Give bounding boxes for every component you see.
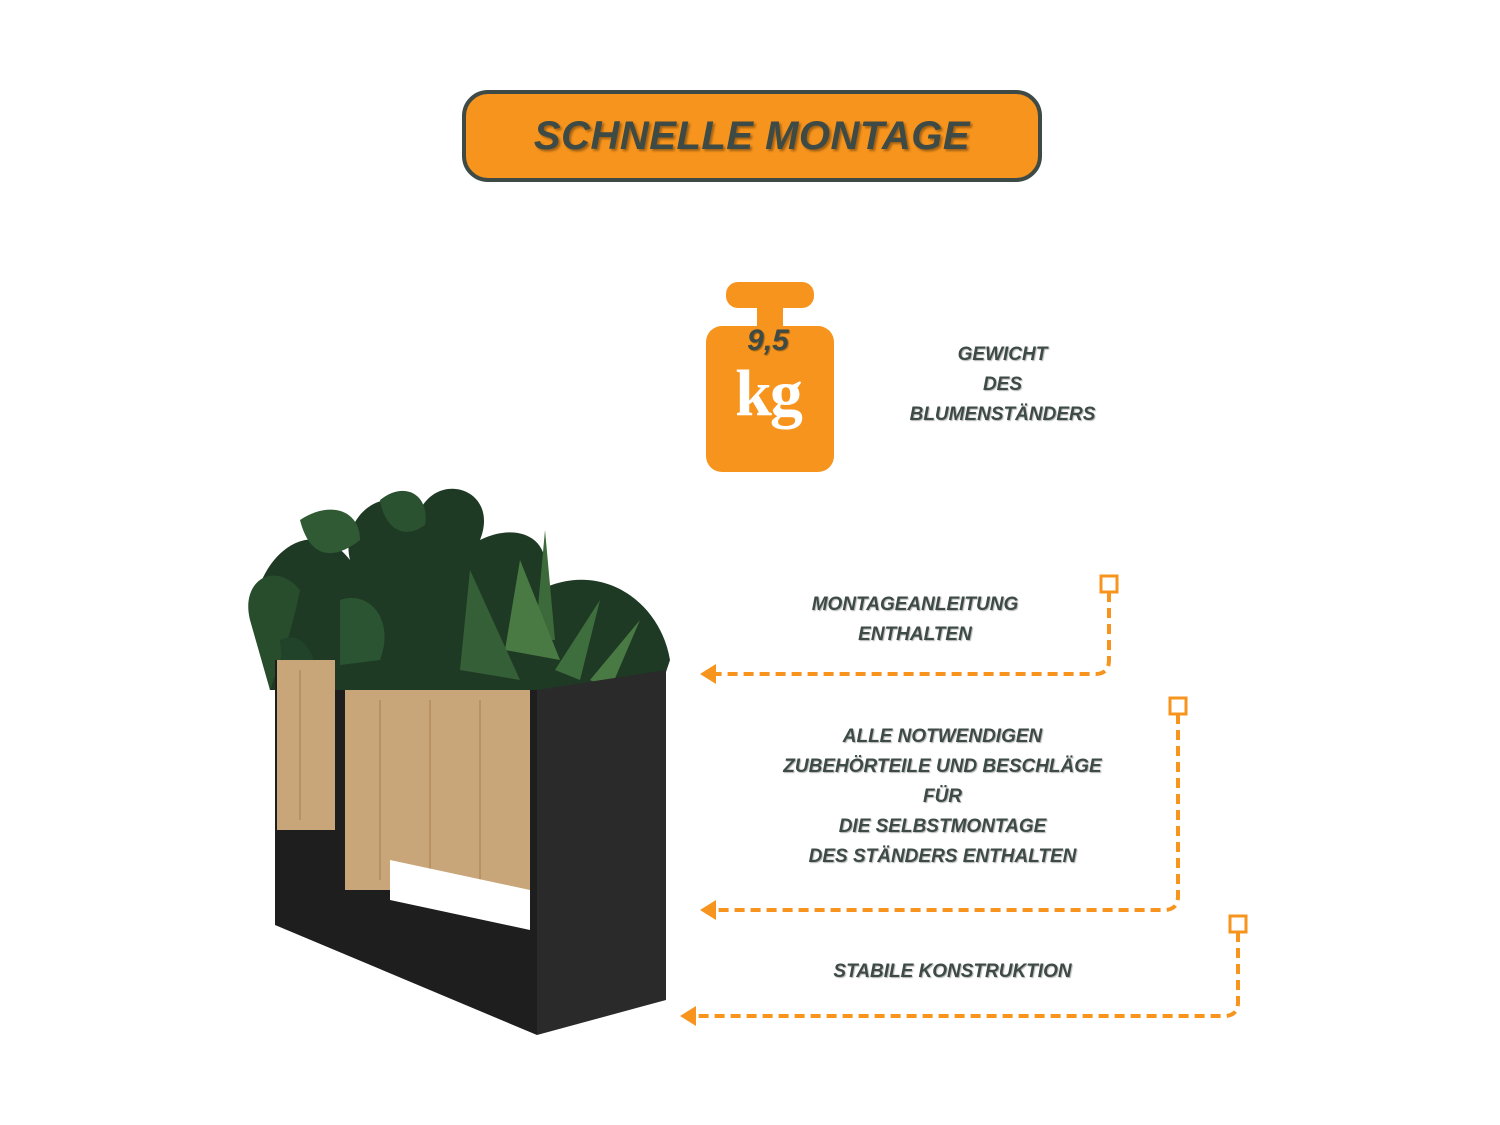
feature-line: ENTHALTEN [858,624,972,645]
connector-1-arrow [700,664,716,684]
weight-caption-line: BLUMENSTÄNDERS [909,404,1096,425]
connector-3-arrow [680,1006,696,1026]
plant-foliage [248,489,670,690]
page-title: SCHNELLE MONTAGE [533,113,971,158]
weight-caption-line: GEWICHT [957,344,1048,365]
weight-unit: kg [735,357,801,430]
feature-line: MONTAGEANLEITUNG [811,594,1019,615]
weight-caption-line: DES [982,374,1023,395]
weight-caption [880,340,1125,430]
feature-line: DES STÄNDERS ENTHALTEN [808,846,1077,867]
connector-2-arrow [700,900,716,920]
feature-line: ALLE NOTWENDIGEN [842,726,1043,747]
plant-stand-image [248,489,670,1035]
feature-instructions [770,590,1060,650]
feature-construction [790,957,1115,987]
feature-line: DIE SELBSTMONTAGE [838,816,1047,837]
feature-line: STABILE KONSTRUKTION [833,961,1072,982]
feature-line: ZUBEHÖRTEILE UND BESCHLÄGE [783,756,1102,777]
feature-hardware [740,722,1145,872]
feature-line: FÜR [922,786,963,807]
weight-value: 9,5 [747,324,789,357]
